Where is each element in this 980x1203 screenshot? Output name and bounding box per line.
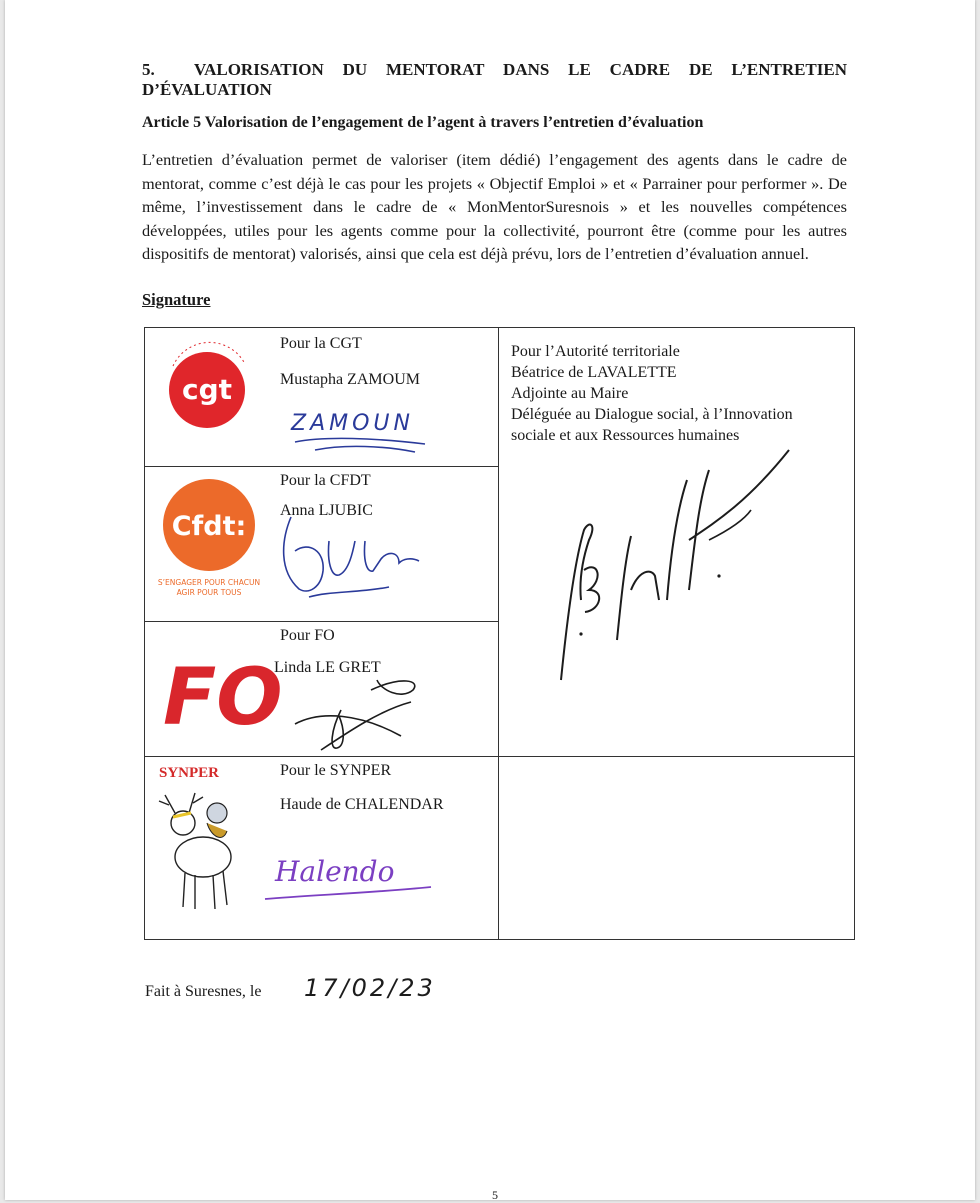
section-number: 5.: [142, 60, 155, 79]
empty-right-cell: [499, 757, 855, 940]
section-title-line2: D’ÉVALUATION: [142, 80, 272, 99]
cgt-signatory: Mustapha ZAMOUM: [280, 371, 420, 388]
article-heading: Article 5 Valorisation de l’engagement de l’agent à travers l’entretien d’évaluation: [142, 114, 704, 131]
fo-cell: [145, 622, 499, 757]
signature-table: [144, 327, 855, 940]
authority-cell: [499, 328, 855, 757]
authority-line5: sociale et aux Ressources humaines: [511, 427, 740, 444]
handwritten-date: [300, 970, 460, 1006]
signature-heading: Signature: [142, 290, 211, 309]
cgt-cell: [145, 328, 499, 467]
synper-logo-text: SYNPER: [159, 765, 220, 781]
cfdt-org-line: Pour la CFDT: [280, 472, 371, 489]
page-number: 5: [492, 1188, 498, 1202]
authority-line2: Béatrice de LAVALETTE: [511, 364, 677, 381]
synper-org-line: Pour le SYNPER: [280, 762, 392, 779]
fo-logo: [159, 632, 283, 743]
place-date-label: Fait à Suresnes, le: [145, 983, 262, 1000]
cfdt-tagline-2: AGIR POUR TOUS: [176, 588, 242, 597]
authority-line4: Déléguée au Dialogue social, à l’Innovation: [511, 406, 793, 423]
article-body: L’entretien d’évaluation permet de valoriser (item dédié) l’engagement des agents dans le cadre de mentorat, comme c’est déjà le cas pour les projets « Objectif Emploi » et « Parrainer pour performer ». De même, l’investissement dans le cadre de « MonMentorSuresnois » et les nouvelles compétences développées, utiles pour les agents comme pour la collectivité, pourront être (comme pour les autres dispositifs de mentorat) valorisés, ainsi que cela est déjà prévu, lors de l’entretien d’évaluation annuel.: [142, 150, 847, 263]
cgt-signature-text: ZAMOUN: [291, 411, 414, 436]
cfdt-tagline-1: S’ENGAGER POUR CHACUN: [157, 578, 261, 587]
synper-signature-text: Halendo: [275, 855, 395, 888]
cfdt-signatory: Anna LJUBIC: [280, 502, 373, 519]
section-title-line1: VALORISATION DU MENTORAT DANS LE CADRE DE L’ENTRETIEN: [194, 60, 847, 79]
section-title: [142, 60, 847, 100]
cfdt-signature: [269, 511, 429, 601]
authority-block: [511, 341, 793, 446]
synper-cell: [145, 757, 499, 940]
handwritten-date-text: 17/02/23: [304, 974, 436, 1002]
synper-signatory: Haude de CHALENDAR: [280, 796, 444, 813]
fo-signature: [281, 650, 431, 754]
fo-org-line: Pour FO: [280, 627, 335, 644]
cfdt-logo-text: Cfdt:: [171, 511, 247, 542]
cfdt-cell: [145, 467, 499, 622]
authority-line3: Adjointe au Maire: [511, 385, 629, 402]
document-page: [5, 0, 975, 1200]
synper-signature: [261, 841, 441, 911]
synper-logo: [155, 787, 250, 917]
authority-signature: [539, 440, 809, 690]
cgt-signature: [285, 400, 445, 462]
fo-signatory: Linda LE GRET: [274, 659, 381, 676]
cgt-org-line: Pour la CGT: [280, 335, 362, 352]
cgt-logo: [159, 338, 255, 434]
fo-logo-text: FO: [163, 653, 283, 743]
cfdt-logo: [155, 473, 263, 603]
authority-line1: Pour l’Autorité territoriale: [511, 343, 680, 360]
cgt-logo-text: cgt: [181, 373, 233, 406]
